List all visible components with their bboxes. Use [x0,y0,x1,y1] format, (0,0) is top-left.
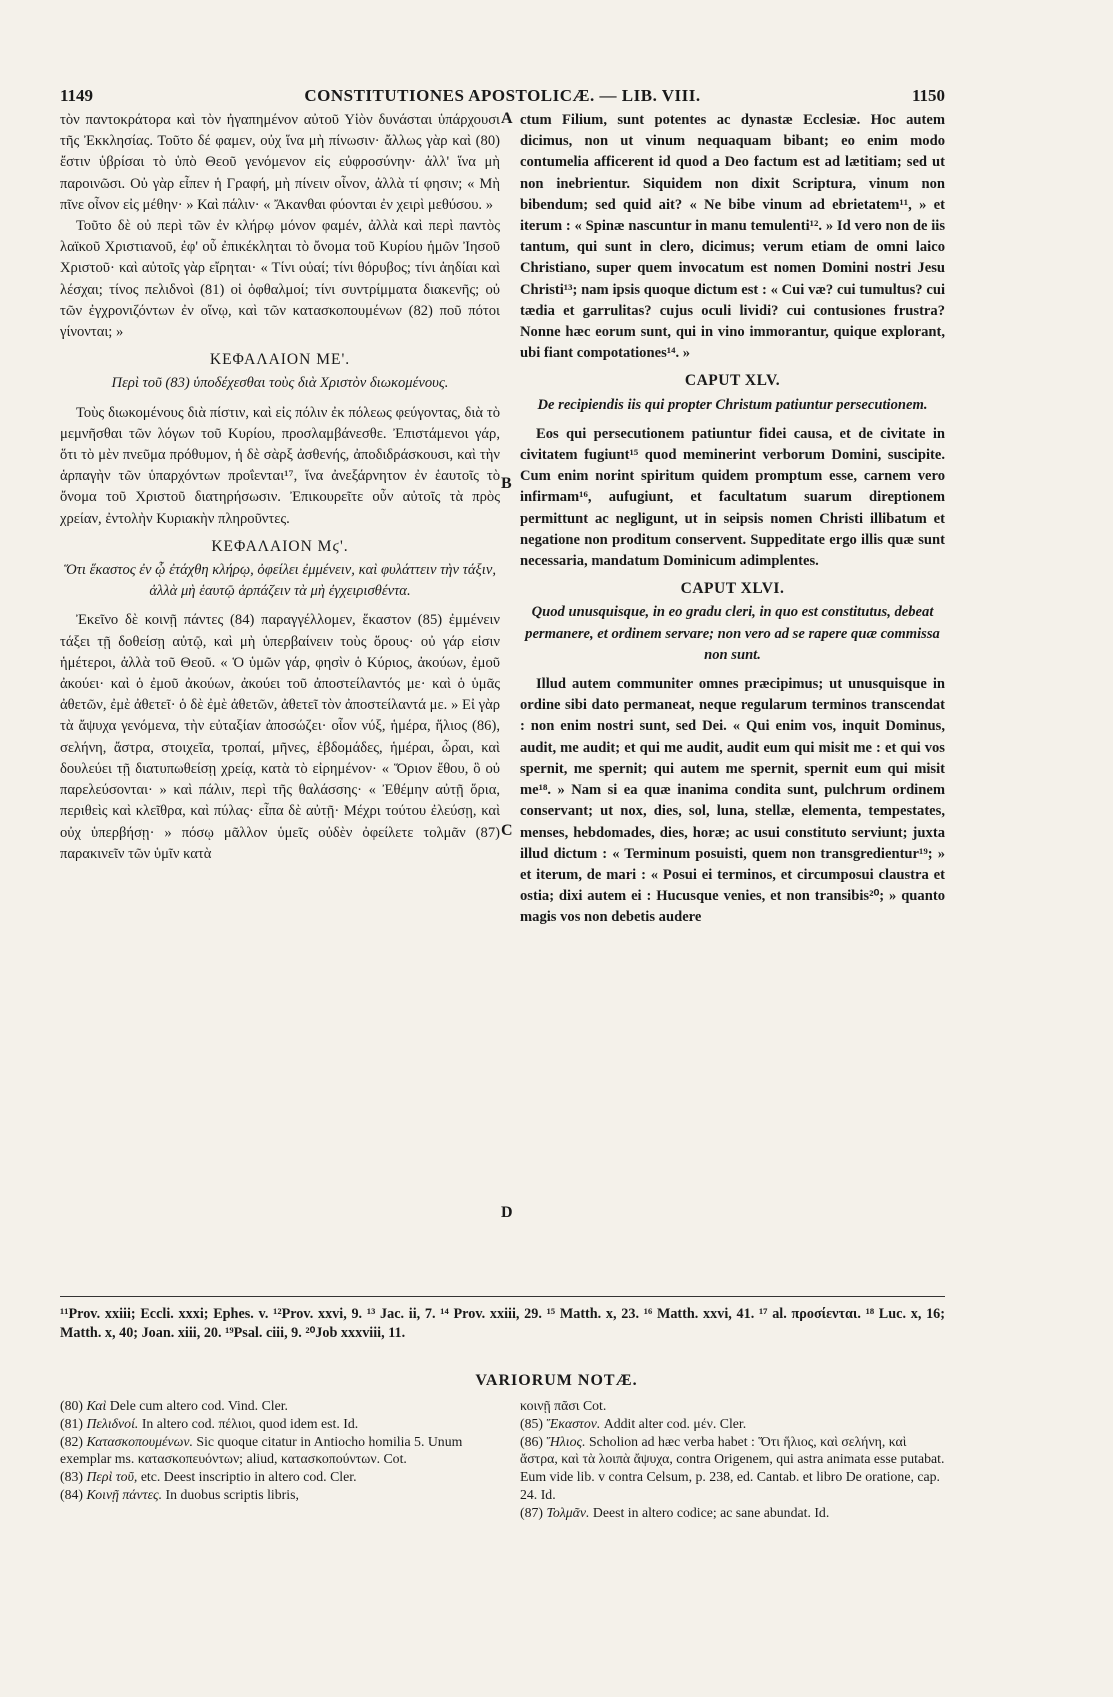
scripture-references: ¹¹Prov. xxiii; Eccli. xxxi; Ephes. v. ¹²Prov. xxvi, 9. ¹³ Jac. ii, 7. ¹⁴ Prov. xxiii, 29. ¹⁵ Matth. x, 23. ¹⁶ Matth. xxvi, 41. ¹⁷ al. προσίενται. ¹⁸ Luc. x, 16; Matth. x, 40; Joan. xiii, 20. ¹⁹Psal. ciii, 9. ²⁰Job xxxviii, 11. [60,1306,945,1341]
running-header [60,86,945,108]
note-keyword: Ἥλιος. [546,1433,589,1449]
note-keyword: Τολμᾶν. [546,1504,593,1520]
greek-chapter-46-title: ΚΕΦΑΛΑΙΟΝ Μϛ'. [211,537,349,555]
greek-paragraph: τὸν παντοκράτορα καὶ τὸν ἠγαπημένον αὐτοῦ Υἱὸν δυνάσται ὑπάρχουσι τῆς Ἐκκλησίας. Τοῦτο δέ φαμεν, οὐχ ἵνα μὴ πίνωσιν· ἄλλως γὰρ καὶ (80) ἔστιν ὑβρίσαι τὸ ὑπὸ Θεοῦ γενόμενον εἰς εὐφροσύνην· ἀλλ' ἵνα μὴ παροινῶσι. Οὐ γὰρ εἶπεν ἡ Γραφή, μὴ πίνειν οἶνον, ἀλλὰ τί φησιν; « Μὴ πῖνε οἶνον εἰς μέθην· » Καὶ πάλιν· « Ἄκανθαι φύονται ἐν χειρὶ μεθύσου. » [60,112,500,213]
note-text: Dele cum altero cod. Vind. Cler. [109,1398,289,1413]
latin-paragraph: Eos qui persecutionem patiuntur fidei causa, et de civitate in civitatem fugiunt¹⁵ quod meminerint verborum Domini, suscipite. Cum enim norint spiritum quidem promptum esse, carnem vero infirmam¹⁶, aufugiunt, et facultatum suarum direptionem permittunt ac negligunt, ut in seipsis nomen Christi illibatum et negatione non proditum conservent. Suppeditate ergo illis quæ sunt necessaria, mandatum Dominicum adimplentes. [520,425,945,570]
greek-paragraph: Ἐκεῖνο δὲ κοινῇ πάντες (84) παραγγέλλομεν, ἕκαστον (85) ἐμμένειν τάξει τῇ δοθείσῃ αὐτῷ, καὶ μὴ ὑπερβαίνειν τοὺς ὅρους· οὐ γάρ εἰσιν ἡμέτεροι, ἀλλὰ τοῦ Θεοῦ. « Ὁ ὑμῶν γάρ, φησὶν ὁ Κύριος, ἀκούων, ἐμοῦ ἀκούει· καὶ ὁ ἐμοῦ ἀκούων, ἀκούει τοῦ ἀποστείλαντός με· καὶ ὁ ὑμᾶς ἀθετῶν, ἐμὲ ἀθετεῖ· ὁ δὲ ἐμὲ ἀθετῶν, ἀθετεῖ τὸν ἀποστείλαντά με. » Εἰ γὰρ τὰ ἄψυχα γενόμενα, τὴν εὐταξίαν ἀποσώζει· οἷον νύξ, ἡμέρα, ἥλιος (86), σελήνη, ἄστρα, στοιχεῖα, τροπαί, μῆνες, ἑβδομάδες, ἡμέραι, ὧραι, καὶ δουλεύει τῇ διατυπωθείσῃ χρείᾳ, κατὰ τὸ εἰρημένον· « Ὅριον ἔθου, ὃ οὐ παρελεύσονται· » καὶ πάλιν, περὶ τῆς θαλάσσης· « Ἐθέμην αὐτῇ ὅρια, περιθεὶς καὶ κλεῖθρα, καὶ πύλας· εἶπα δὲ αὐτῇ· Μέχρι τούτου ἐλεύσῃ, καὶ οὐχ ὑπερβήσῃ· » πόσῳ μᾶλλον ὑμεῖς οὐδὲν ὀφείλετε τολμᾶν (87) παρακινεῖν τῶν ὑμῖν κατὰ [60,612,500,862]
greek-paragraph: Τοῦτο δὲ οὐ περὶ τῶν ἐν κλήρῳ μόνον φαμέν, ἀλλὰ καὶ περὶ παντὸς λαϊκοῦ Χριστιανοῦ, ἐφ' οὗ ἐπικέκληται τὸ ὄνομα τοῦ Κυρίου ἡμῶν Ἰησοῦ Χριστοῦ· καὶ αὐτοῖς γὰρ εἴρηται· « Τίνι οὐαί; τίνι θόρυβος; τίνι ἀηδίαι καὶ λέσχαι; τίνος πελιδνοὶ (81) οἱ ὀφθαλμοί; τίνι συντρίμματα διακενῆς; οὐ τῶν ἐγχρονιζόντων ἐν οἴνῳ, καὶ τῶν κατασκοπουμένων (82) ποῦ πότοι γίνονται; » [60,218,500,341]
margin-marker-b: B [501,475,512,492]
note-number: (87) [520,1504,547,1520]
latin-paragraph: Illud autem communiter omnes præcipimus; ut unusquisque in ordine sibi dato permaneat, neque regularum terminos transcendat : non enim nostri sunt, sed Dei. « Qui enim vos, inquit Dominus, audit, me audit; et qui me audit, audit eum qui misit me : et qui vos spernit, me spernit; qui autem me spernit, spernit eum qui misit me¹⁸. » Nam si ea quæ inanima condita sunt, pulchrum ordinem conservant; ut nox, dies, sol, luna, stellæ, elementa, tempestates, menses, hebdomades, dies, horæ; ac usui constituto serviunt; juxta illud dictum : « Terminum posuisti, quem non transgredientur¹⁹; » et iterum, de mari : « Posui ei terminos, et circumposui claustra et ostia; dixi autem ei : Hucusque venies, et non transibis²⁰; » quanto magis vos non debetis audere [520,676,945,926]
note-number: (86) [520,1433,547,1449]
note-keyword: Κοινῇ πάντες. [86,1486,166,1502]
latin-chapter-46-title: CAPUT XLVI. [680,580,785,598]
variorum-note [60,1486,490,1504]
variorum-note [60,1468,490,1486]
note-number: (84) [60,1486,87,1502]
variorum-note [520,1433,945,1504]
note-number: (81) [60,1415,87,1431]
latin-chapter-45-subtitle: De recipiendis iis qui propter Christum patiuntur persecutionem. [537,396,928,413]
notes-right-column [520,1397,945,1522]
note-keyword: Καὶ [86,1398,110,1413]
note-keyword: Ἕκαστον. [546,1415,604,1431]
notes-left-column [60,1397,490,1504]
running-title: CONSTITUTIONES APOSTOLICÆ. — LIB. VIII. [304,86,701,105]
latin-paragraph: ctum Filium, sunt potentes ac dynastæ Ecclesiæ. Hoc autem dicimus, non ut vinum nequaquam bibant; eo enim modo contumelia afficerent id quod a Deo factum est ad lætitiam; sed ut non inebrientur. Siquidem non dixit Scriptura, vinum non bibendum; sed quid ait? « Ne bibe vinum ad ebrietatem¹¹, » et iterum : « Spinæ nascuntur in manu temulenti¹². » Id vero non de iis tantum, qui sunt in clero, dicimus; verum etiam de omni laico Christiano, super quem invocatum est nomen Domini nostri Jesu Christi¹³; nam ipsis quoque dictum est : « Cui væ? cui tumultus? cui tædia et garrulitas? cujus oculi lividi? cui contusiones frustra? Nonne hæc eorum sunt, qui in vino immorantur, quique explorant, ubi fiant compotationes¹⁴. » [520,112,945,362]
notes-title: VARIORUM NOTÆ. [475,1372,638,1389]
note-keyword: Περὶ τοῦ, [86,1469,141,1485]
greek-chapter-45-title: ΚΕΦΑΛΑΙΟΝ ΜΕ'. [209,351,351,369]
variorum-note [520,1415,945,1433]
margin-marker-d: D [501,1204,513,1221]
note-number: (82) [60,1433,87,1449]
note-text: In altero cod. πέλιοι, quod idem est. Id. [141,1415,359,1431]
variorum-note [520,1504,945,1522]
greek-paragraph: Τοὺς διωκομένους διὰ πίστιν, καὶ εἰς πόλιν ἐκ πόλεως φεύγοντας, διὰ τὸ μεμνῆσθαι τῶν λόγων τοῦ Κυρίου, προσλαμβάνεσθε. Ἐπιστάμενοι γάρ, ὅτι τὸ μὲν πνεῦμα πρόθυμον, ἡ δὲ σὰρξ ἀσθενής, ἀποδιδράσκουσι, καὶ τὴν ἁρπαγὴν τῶν ὑπαρχόντων προΐενται¹⁷, ἵνα ἀνεξάρνητον ἐν ἑαυτοῖς τὸ ὄνομα τοῦ Χριστοῦ διατηρήσωσιν. Ἐπικουρεῖτε οὖν αὐτοῖς τὰ πρὸς χρείαν, ἐντολὴν Κυριακὴν πληροῦντες. [60,404,500,527]
page-number-left: 1149 [60,86,94,105]
note-text: Addit alter cod. μέν. Cler. [603,1415,747,1431]
note-text: Deest in altero codice; ac sane abundat. Id. [592,1504,830,1520]
greek-chapter-46-subtitle: Ὅτι ἕκαστος ἐν ᾧ ἐτάχθη κλήρῳ, ὀφείλει ἐμμένειν, καὶ φυλάττειν τὴν τάξιν, ἀλλὰ μὴ ἑαυτῷ ἁρπάζειν τὰ μὴ ἐγχειρισθέντα. [64,562,496,600]
note-text: Scholion ad hæc verba habet : Ὅτι ἥλιος, καὶ σελήνη, καὶ ἄστρα, καὶ τὰ λοιπὰ ἄψυχα, contra Origenem, qui astra animata esse putabat. Eum vide lib. v contra Celsum, p. 238, ed. Cantab. et libro De oratione, cap. 24. Id. [520,1433,945,1502]
latin-chapter-45-title: CAPUT XLV. [684,372,781,390]
note-keyword: Κατασκοπουμένων. [86,1433,197,1449]
note-number: (80) [60,1398,87,1413]
footnote-divider [60,1296,945,1297]
variorum-note [60,1415,490,1433]
note-number: (83) [60,1469,87,1485]
note-text: Sic quoque citatur in Antiocho homilia 5. Unum exemplar ms. κατασκοπευόντων; aliud, κατασκοπούντων. Cot. [60,1433,463,1467]
note-text: κοινῇ πᾶσι Cot. [520,1398,607,1413]
variorum-note [60,1433,490,1469]
note-number: (85) [520,1415,547,1431]
latin-column [520,110,945,929]
margin-marker-a: A [501,110,513,127]
note-keyword: Πελιδνοί. [86,1415,142,1431]
note-text: In duobus scriptis libris, [165,1486,299,1502]
note-text: etc. Deest inscriptio in altero cod. Cler. [140,1469,357,1485]
page-number-right: 1150 [911,86,945,105]
margin-marker-c: C [501,822,513,839]
greek-column [60,110,500,865]
variorum-note [60,1397,490,1415]
greek-chapter-45-subtitle: Περὶ τοῦ (83) ὑποδέχεσθαι τοὺς διὰ Χριστὸν διωκομένους. [111,375,449,392]
latin-chapter-46-subtitle: Quod unusquisque, in eo gradu cleri, in quo est constitutus, debeat permanere, et ordinem servare; non vero ad se rapere quæ commissa non sunt. [525,604,940,663]
variorum-note [520,1397,945,1415]
